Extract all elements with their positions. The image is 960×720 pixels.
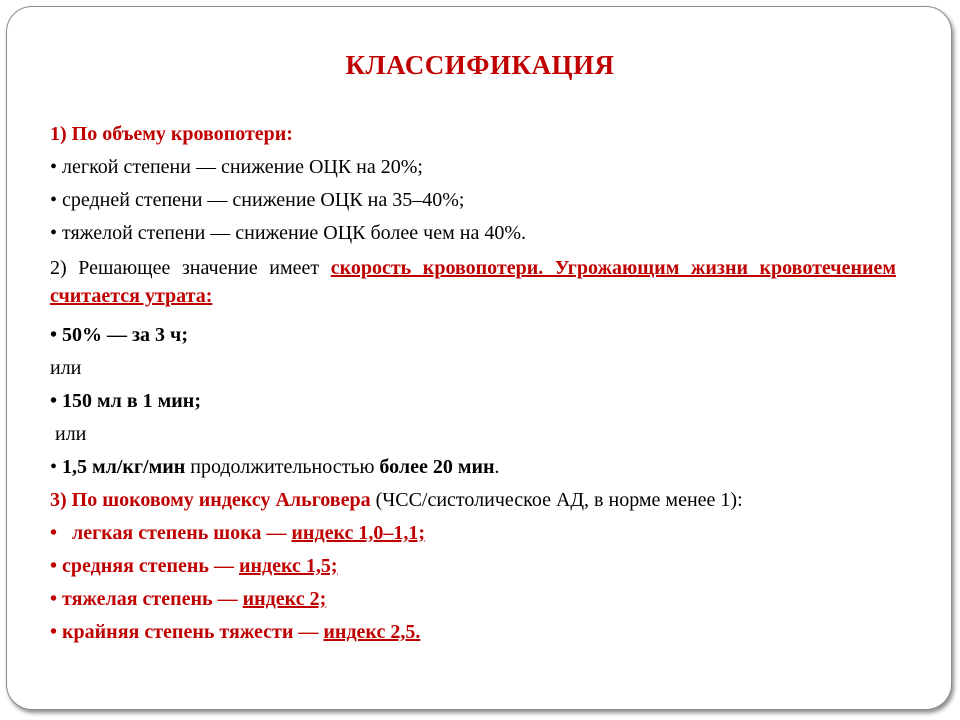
section3-note: (ЧСС/систолическое АД, в норме менее 1):: [370, 489, 743, 511]
section3-item-severe: [50, 583, 896, 616]
section1-item-moderate: • средней степени — снижение ОЦК на 35–40%;: [50, 189, 465, 211]
section2-item3-duration: более 20 мин: [379, 456, 495, 478]
section3-item-severe-label: • тяжелая степень —: [50, 588, 243, 610]
section2-or-2: или: [50, 423, 87, 445]
section3-item-extreme-index: индекс 2,5.: [323, 621, 421, 643]
section2-item3-mid: продолжительностью: [185, 456, 380, 478]
section2-item-rate: [50, 451, 896, 484]
slide-body: [50, 118, 896, 649]
section3-heading-line: [50, 484, 896, 517]
section3-item-mild: [50, 517, 896, 550]
section2-item-50-percent: • 50% — за 3 ч;: [50, 324, 188, 346]
section1-item-severe: • тяжелой степени — снижение ОЦК более чем на 40%.: [50, 222, 526, 244]
section3-item-mild-label: • легкая степень шока —: [50, 522, 292, 544]
section3-item-severe-index: индекс 2;: [242, 588, 327, 610]
section3-item-moderate-label: • средняя степень —: [50, 555, 239, 577]
section2-highlight: скорость кровопотери. Угрожающим жизни кровотечением считается утрата:: [50, 257, 896, 307]
section3-item-mild-index: индекс 1,0–1,1;: [291, 522, 426, 544]
section3-item-extreme-label: • крайняя степень тяжести —: [50, 621, 324, 643]
section2-item3-end: .: [494, 456, 500, 478]
section3-item-extreme: [50, 616, 896, 649]
slide-title: КЛАССИФИКАЦИЯ: [345, 50, 615, 80]
section3-item-moderate: [50, 550, 896, 583]
section1-item-mild: • легкой степени — снижение ОЦК на 20%;: [50, 156, 423, 178]
section2-item3-bullet: •: [50, 456, 63, 478]
section2-item-150-ml: • 150 мл в 1 мин;: [50, 390, 201, 412]
section3-heading: 3) По шоковому индексу Альговера: [50, 489, 371, 511]
section2-intro: 2) Решающее значение имеет: [50, 257, 331, 279]
section2-or-1: или: [50, 357, 82, 379]
section2-paragraph: [50, 254, 896, 310]
section2-item3-value: 1,5 мл/кг/мин: [62, 456, 186, 478]
section3-item-moderate-index: индекс 1,5;: [238, 555, 338, 577]
section1-heading: 1) По объему кровопотери:: [50, 123, 293, 145]
